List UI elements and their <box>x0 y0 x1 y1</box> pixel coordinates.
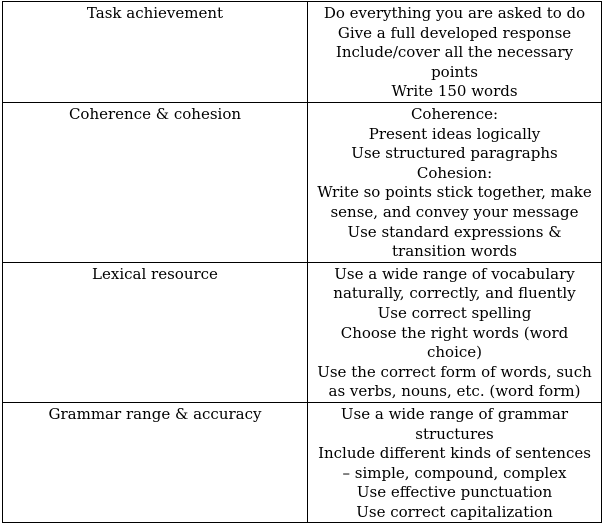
descriptor-line: Write 150 words <box>391 82 518 101</box>
criterion-label: Grammar range & accuracy <box>48 404 262 423</box>
descriptor-line: naturally, correctly, and fluently <box>333 284 576 303</box>
criterion-label: Lexical resource <box>92 264 218 283</box>
descriptor-line: Cohesion: <box>416 163 493 182</box>
descriptor-cell <box>308 262 602 402</box>
criterion-cell <box>3 2 308 103</box>
criteria-table <box>2 1 602 523</box>
descriptor-line: Do everything you are asked to do <box>323 4 586 22</box>
criterion-cell <box>3 262 308 402</box>
descriptor-line: Use correct capitalization <box>356 502 553 521</box>
descriptor-line: as verbs, nouns, etc. (word form) <box>328 382 581 401</box>
criterion-cell <box>3 103 308 263</box>
descriptor-cell <box>308 103 602 263</box>
descriptor-line: sense, and convey your message <box>330 202 579 221</box>
descriptor-line: Use standard expressions & <box>347 222 562 241</box>
descriptor-line: Use a wide range of grammar <box>340 404 569 423</box>
descriptor-line: Choose the right words (word <box>340 323 569 342</box>
table-row <box>3 402 602 523</box>
descriptor-line: Coherence: <box>410 105 499 123</box>
descriptor-line: Use structured paragraphs <box>351 144 558 163</box>
descriptor-line: Use the correct form of words, such <box>317 362 592 381</box>
descriptor-line: Include different kinds of sentences <box>318 444 591 463</box>
table-row <box>3 2 602 103</box>
descriptor-line: Use correct spelling <box>377 303 532 322</box>
descriptor-line: – simple, compound, complex <box>342 463 567 482</box>
table-row <box>3 262 602 402</box>
criterion-label: Task achievement <box>86 4 224 22</box>
criterion-cell <box>3 402 308 523</box>
descriptor-cell <box>308 2 602 103</box>
table-row <box>3 103 602 263</box>
descriptor-cell <box>308 402 602 523</box>
descriptor-line: structures <box>415 424 494 443</box>
descriptor-line: transition words <box>392 242 517 261</box>
criterion-label: Coherence & cohesion <box>68 105 242 123</box>
descriptor-line: Include/cover all the necessary <box>335 43 574 62</box>
descriptor-line: Present ideas logically <box>368 124 541 143</box>
descriptor-line: Use a wide range of vocabulary <box>334 264 575 283</box>
descriptor-line: Use effective punctuation <box>356 483 553 502</box>
descriptor-line: Give a full developed response <box>337 23 572 42</box>
descriptor-line: points <box>431 62 478 81</box>
descriptor-line: choice) <box>426 343 483 362</box>
descriptor-line: Write so points stick together, make <box>317 183 592 202</box>
